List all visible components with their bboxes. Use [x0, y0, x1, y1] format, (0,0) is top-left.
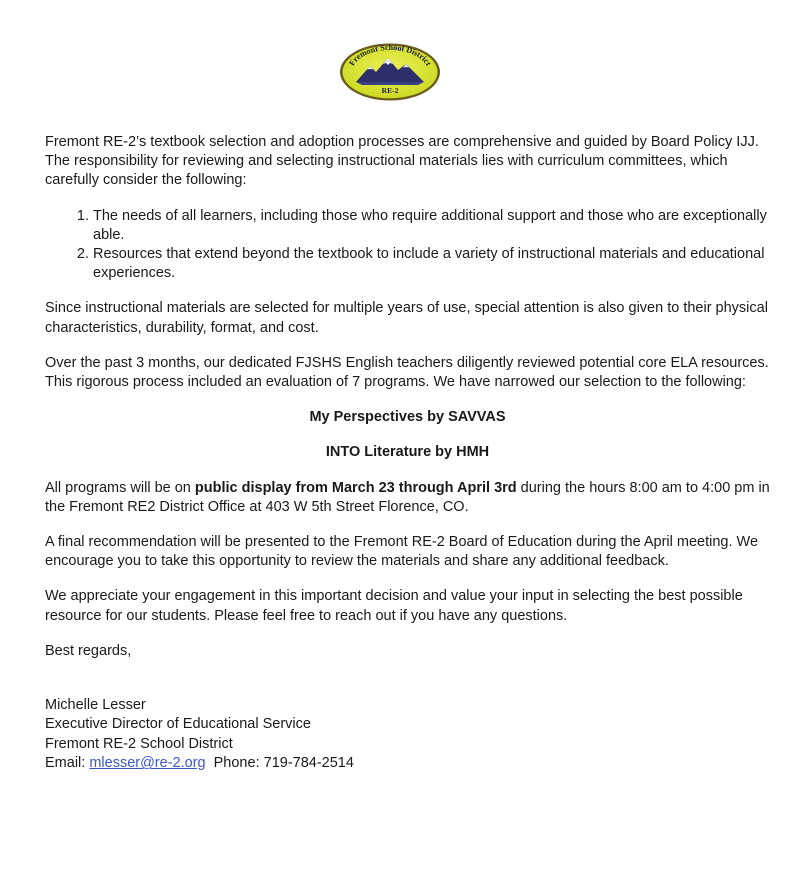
letter-body [45, 133, 770, 774]
signer-name: Michelle Lesser [45, 697, 146, 714]
display-paragraph [45, 479, 770, 517]
display-lead: All programs will be on [45, 479, 195, 496]
closing: Best regards, [45, 642, 132, 659]
district-logo [338, 42, 442, 102]
signature-block [45, 696, 770, 774]
display-dates: public display from March 23 through April 3rd [194, 479, 517, 496]
phone-number: 719-784-2514 [263, 755, 354, 772]
program-title: INTO Literature by HMH [325, 444, 490, 461]
email-link[interactable]: mlesser@re-2.org [89, 755, 206, 772]
signer-title: Executive Director of Educational Service [45, 716, 311, 733]
review-paragraph: Over the past 3 months, our dedicated FJSHS English teachers diligently reviewed potential core ELA resources. This rigorous process included an evaluation of 7 programs. We have narrowed our selection to the following: [45, 354, 769, 391]
contact-line [45, 754, 770, 773]
materials-paragraph: Since instructional materials are selected for multiple years of use, special attention is also given to their physical characteristics, durability, format, and cost. [45, 300, 768, 336]
list-item: 1. The needs of all learners, including those who require additional support and those who are exceptionally able. [93, 207, 770, 245]
list-item: 2. Resources that extend beyond the textbook to include a variety of instructional materials and educational experiences. [93, 245, 770, 283]
appreciation-paragraph: We appreciate your engagement in this important decision and value your input in selecting the best possible resource for our students. Please feel free to reach out if you have any questions. [45, 588, 743, 624]
signer-organization: Fremont RE-2 School District [45, 735, 233, 752]
logo-top-text: Fremont School District [347, 42, 433, 68]
recommendation-paragraph: A final recommendation will be presented to the Fremont RE-2 Board of Education during the April meeting. We encourage you to take this opportunity to review the materials and share any additional feedback. [45, 534, 759, 570]
program-title: My Perspectives by SAVVAS [309, 409, 506, 426]
display-tail: during the hours 8:00 am to 4:00 pm in the Fremont RE2 District Office at 403 W 5th Street Florence, CO. [45, 479, 770, 515]
phone-label: Phone: [205, 755, 264, 772]
considerations-list [45, 207, 770, 284]
logo-bottom-text: RE-2 [381, 86, 399, 95]
intro-paragraph: Fremont RE-2’s textbook selection and adoption processes are comprehensive and guided by Board Policy IJJ. The responsibility for reviewing and selecting instructional materials lies with curriculum committees, which carefully consider the following: [45, 134, 759, 189]
email-label: Email: [45, 755, 90, 772]
